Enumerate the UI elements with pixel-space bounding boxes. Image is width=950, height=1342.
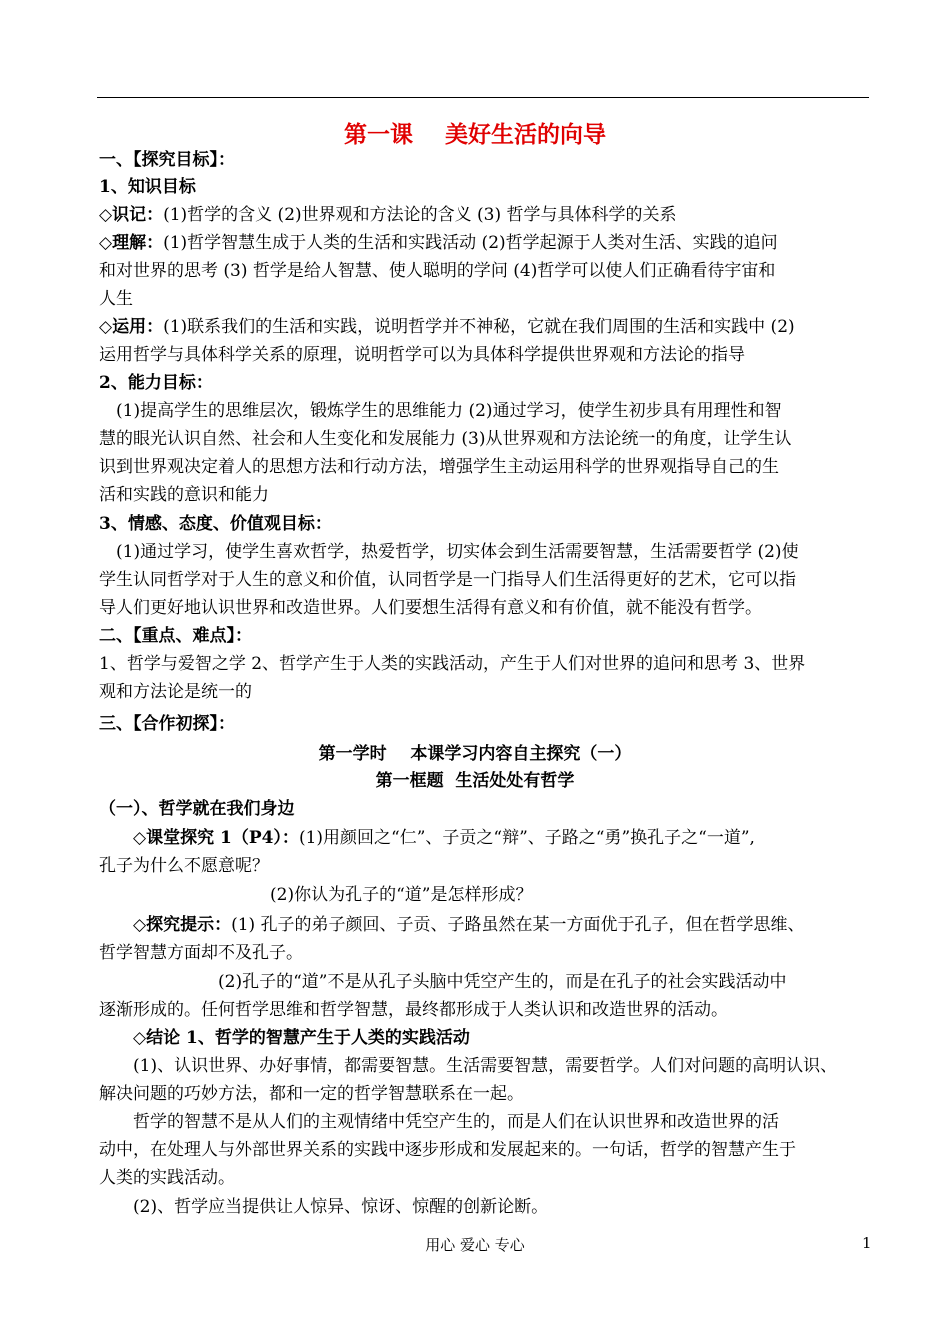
section-heading: 二、【重点、难点】： xyxy=(99,626,252,646)
lesson-heading: 第一学时 本课学习内容自主探究（一） xyxy=(318,744,632,764)
label-yunyong: ◇运用： xyxy=(99,317,164,337)
body-text: 人类的实践活动。 xyxy=(99,1168,235,1188)
body-text: 活和实践的意识和能力 xyxy=(99,485,269,505)
body-text: (2)你认为孔子的“道”是怎样形成？ xyxy=(270,885,533,905)
label-ketang: ◇课堂探究 1（P4）： xyxy=(133,828,299,848)
body-text: (1)提高学生的思维层次，锻炼学生的思维能力 (2)通过学习，使学生初步具有用理性和智 xyxy=(116,401,782,421)
body-text: 哲学智慧方面却不及孔子。 xyxy=(99,943,303,963)
body-text: 解决问题的巧妙方法，都和一定的哲学智慧联系在一起。 xyxy=(99,1084,524,1104)
section-heading: 一、【探究目标】： xyxy=(99,150,235,170)
lesson-heading: 第一框题 生活处处有哲学 xyxy=(375,771,575,791)
body-text: 学生认同哲学对于人生的意义和价值，认同哲学是一门指导人们生活得更好的艺术，它可以指 xyxy=(99,570,796,590)
body-text: 1、哲学与爱智之学 2、哲学产生于人类的实践活动，产生于人们对世界的追问和思考 3、世界 xyxy=(99,654,806,674)
label-lijie: ◇理解： xyxy=(99,233,164,253)
body-text: (1)、认识世界、办好事情，都需要智慧。生活需要智慧，需要哲学。人们对问题的高明认识、 xyxy=(133,1056,838,1076)
body-text: (1)联系我们的生活和实践，说明哲学并不神秘，它就在我们周围的生活和实践中 (2) xyxy=(163,317,795,337)
body-text: (2)孔子的“道”不是从孔子头脑中凭空产生的，而是在孔子的社会实践活动中 xyxy=(218,972,787,992)
subheading: 1、知识目标 xyxy=(99,177,196,197)
body-text: 逐渐形成的。任何哲学思维和哲学智慧，最终都形成于人类认识和改造世界的活动。 xyxy=(99,1000,728,1020)
body-text: 慧的眼光认识自然、社会和人生变化和发展能力 (3)从世界观和方法论统一的角度，让学生认 xyxy=(99,429,792,449)
body-text: 观和方法论是统一的 xyxy=(99,682,252,702)
body-text: (1)哲学智慧生成于人类的生活和实践活动 (2)哲学起源于人类对生活、实践的追问 xyxy=(163,233,778,253)
body-text: (1) 孔子的弟子颜回、子贡、子路虽然在某一方面优于孔子，但在哲学思维、 xyxy=(231,915,805,935)
body-text: 人生 xyxy=(99,289,133,309)
body-text: 和对世界的思考 (3) 哲学是给人智慧、使人聪明的学问 (4)哲学可以使人们正确看待宇宙和 xyxy=(99,261,776,281)
section-heading: 三、【合作初探】： xyxy=(99,714,235,734)
body-text: 识到世界观决定着人的思想方法和行动方法，增强学生主动运用科学的世界观指导自己的生 xyxy=(99,457,779,477)
subheading: （一）、哲学就在我们身边 xyxy=(99,799,295,819)
body-text: 导人们更好地认识世界和改造世界。人们要想生活得有意义和有价值，就不能没有哲学。 xyxy=(99,598,762,618)
conclusion-heading: ◇结论 1、哲学的智慧产生于人类的实践活动 xyxy=(133,1028,470,1048)
label-tishi: ◇探究提示： xyxy=(133,915,232,935)
header-rule xyxy=(97,97,869,98)
body-text: 运用哲学与具体科学关系的原理，说明哲学可以为具体科学提供世界观和方法论的指导 xyxy=(99,345,745,365)
label-shiji: ◇识记： xyxy=(99,205,164,225)
body-text: (2)、哲学应当提供让人惊异、惊讶、惊醒的创新论断。 xyxy=(133,1197,549,1217)
body-text: (1)哲学的含义 (2)世界观和方法论的含义 (3) 哲学与具体科学的关系 xyxy=(163,205,677,225)
body-text: 动中，在处理人与外部世界关系的实践中逐步形成和发展起来的。一句话，哲学的智慧产生于 xyxy=(99,1140,796,1160)
subheading: 3、情感、态度、价值观目标： xyxy=(99,514,332,534)
body-text: (1)通过学习，使学生喜欢哲学，热爱哲学，切实体会到生活需要智慧，生活需要哲学 (2)使 xyxy=(116,542,799,562)
body-text: (1)用颜回之“仁”、子贡之“辩”、子路之“勇”换孔子之“一道”, xyxy=(298,828,755,848)
body-text: 孔子为什么不愿意呢？ xyxy=(99,856,269,876)
page-number: 1 xyxy=(862,1234,872,1252)
subheading: 2、能力目标： xyxy=(99,373,213,393)
page-title: 第一课 美好生活的向导 xyxy=(343,121,607,148)
page-footer: 用心 爱心 专心 xyxy=(425,1236,525,1254)
body-text: 哲学的智慧不是从人们的主观情绪中凭空产生的，而是人们在认识世界和改造世界的活 xyxy=(133,1112,779,1132)
